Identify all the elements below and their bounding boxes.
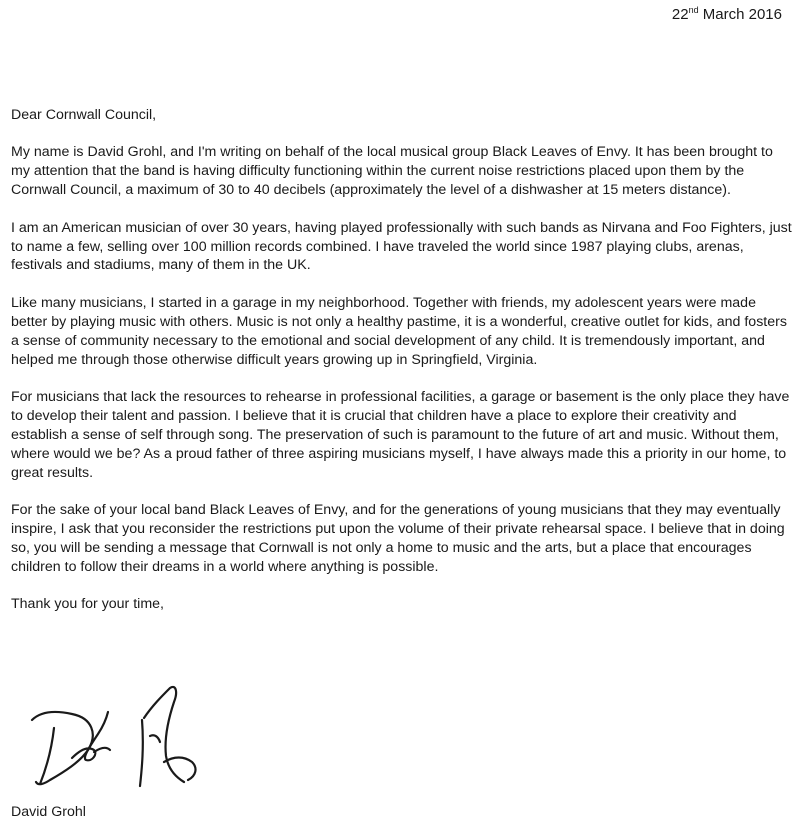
paragraph-background: I am an American musician of over 30 years, having played professionally with such bands as Nirvana and Foo Fighters, just to name a few, selling over 100 million records combined. I have traveled the world since 1987 playing clubs, arenas, festivals and stadiums, many of them in the UK. [11, 219, 792, 274]
letter-body [11, 106, 795, 633]
paragraph-resources: For musicians that lack the resources to rehearse in professional facilities, a garage or basement is the only place they have to develop their talent and passion. I believe that it is crucial that children have a place to explore their creativity and establish a sense of self through song. The preservation of such is paramount to the future of art and music. Without them, where would we be? As a proud father of three aspiring musicians myself, I have always made this a priority in our home, to great results. [11, 388, 790, 481]
letter-date [672, 6, 782, 24]
paragraph-request: For the sake of your local band Black Leaves of Envy, and for the generations of young musicians that they may eventually inspire, I ask that you reconsider the restrictions put upon the volume of their private rehearsal space. I believe that in doing so, you will be sending a message that Cornwall is not only a home to music and the arts, but a place that encourages children to follow their dreams in a world where anything is possible. [11, 502, 785, 575]
date-day: 22 [671, 6, 689, 23]
signer-name: David Grohl [11, 804, 86, 820]
salutation: Dear Cornwall Council, [11, 107, 157, 123]
date-rest: March 2016 [698, 6, 782, 23]
date-suffix: nd [688, 5, 699, 15]
paragraph-garage: Like many musicians, I started in a garage in my neighborhood. Together with friends, my adolescent years were made better by playing music with others. Music is not only a healthy pastime, it is a wonderful, creative outlet for kids, and fosters a sense of community necessary to the emotional and social development of any child. It is tremendously important, and helped me through those otherwise difficult years growing up in Springfield, Virginia. [11, 294, 787, 368]
closing: Thank you for your time, [11, 596, 164, 613]
signature-icon [28, 676, 218, 794]
paragraph-intro: My name is David Grohl, and I'm writing on behalf of the local musical group Black Leaves of Envy. It has been brought to my attention that the band is having difficulty functioning within the current noise restrictions placed upon them by the Cornwall Council, a maximum of 30 to 40 decibels (approximately the level of a dishwasher at 15 meters distance). [11, 144, 773, 199]
